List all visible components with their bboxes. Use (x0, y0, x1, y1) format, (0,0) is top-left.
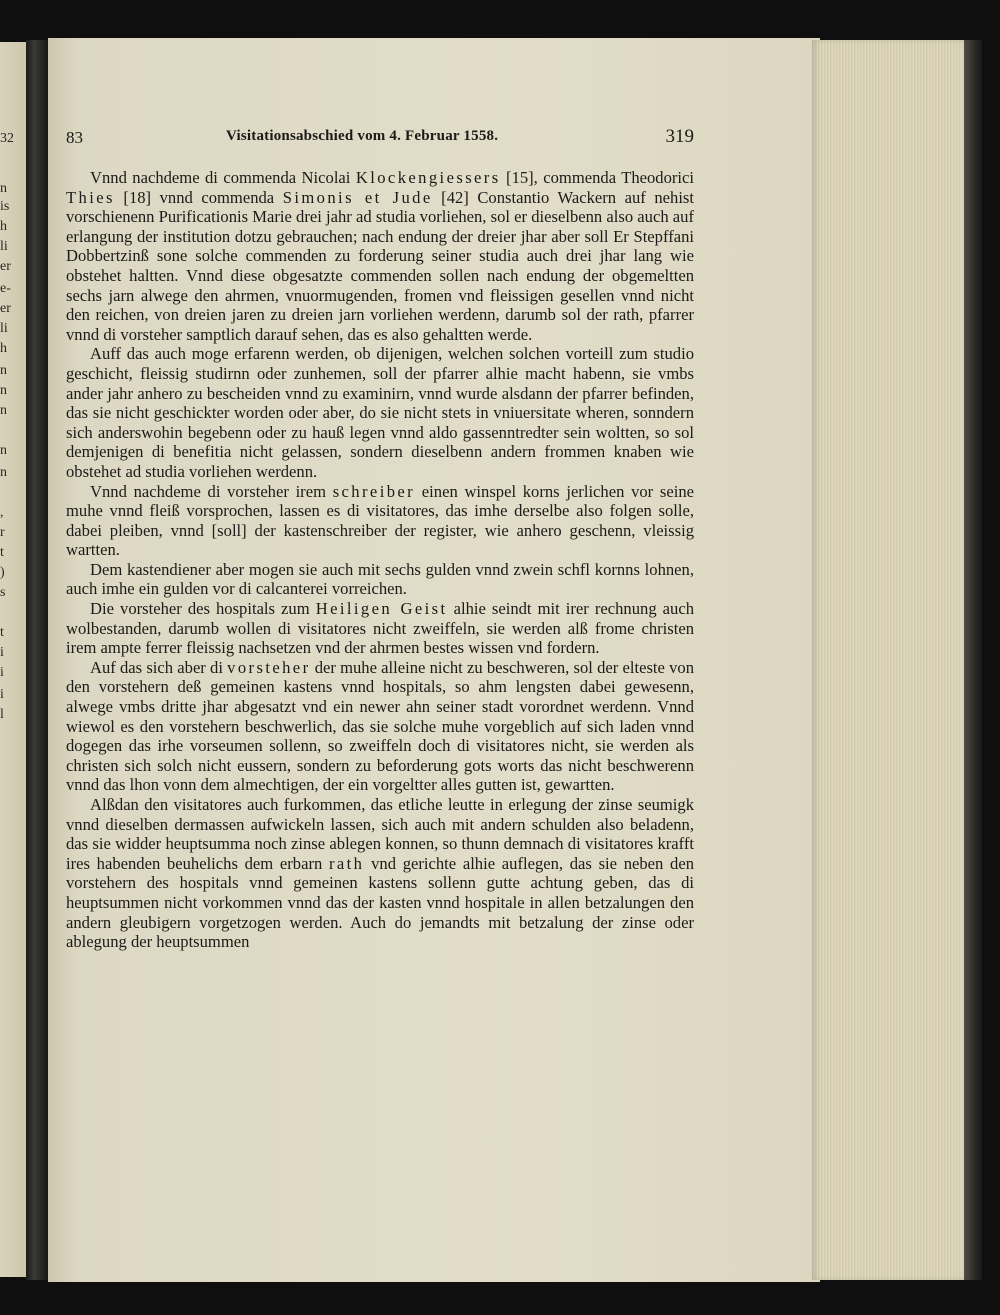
running-title: Visitationsabschied vom 4. Februar 1558. (226, 128, 499, 144)
text-run: alhie seindt mit irer rechnung auch wolbestanden, darumb wollen di visitatores nicht zweiffeln, sie werden alß frome christen irem ampte ferrer fleissig nachsetzen vnd der ahrmen bestes wissen vnd fordern. (66, 599, 694, 658)
text-run: Vnnd nachdeme di vorsteher irem (90, 481, 333, 501)
previous-page-fragment: n (0, 383, 7, 398)
body-text (66, 168, 694, 952)
text-run: Alßdan den visitatores auch furkommen, das etliche leutte in erlegung der zinse seumigk vnnd dieselben dermassen aufwickeln lassen, sich auch mit andern schulden also beladenn, das sie widder heuptsumma noch zinse ablegen konnen, so thunn demnach di visitatores krafft ires habenden beuhelichs dem erbarn (66, 795, 694, 873)
text-run: [18] vnnd commenda (114, 187, 283, 207)
paragraph (66, 482, 694, 560)
previous-page-fragment: is (0, 199, 10, 214)
previous-page-fragment: r (0, 525, 5, 540)
previous-page-fragment: ) (0, 565, 5, 580)
spaced-emphasis-text: Klockengiessers (355, 168, 501, 187)
paragraph (66, 795, 694, 952)
paragraph (66, 560, 694, 599)
previous-page-fragment: er (0, 301, 11, 316)
page-stack-edge (812, 40, 968, 1280)
spaced-emphasis-text: Simonis et Jude (282, 187, 433, 207)
previous-page-fragment: n (0, 363, 7, 378)
previous-page-fragment: n (0, 465, 7, 480)
spaced-emphasis-text: schreiber (332, 481, 416, 501)
text-run: Dem kastendiener aber mogen sie auch mit sechs gulden vnnd zwein schfl kornns lohnen, auch imhe ein gulden vor di calcanterei vorreichen. (66, 559, 694, 599)
paragraph (66, 344, 694, 481)
running-header (66, 128, 694, 150)
paragraph (66, 658, 694, 795)
previous-page-fragment: n (0, 403, 7, 418)
spaced-emphasis-text: rath (328, 853, 365, 873)
previous-page-fragment: t (0, 625, 4, 640)
text-run: [42] Constantio Wackern auf nehist vorschienenn Purificationis Marie drei jahr ad studia vorliehen, sol er dieselbenn also auch auf erlangung der institution dotzu gebrauchen; nach endung der dreier jhar aber soll Er Stepffani Dobbertzinß sone solche commenden zu forderung seiner studia auch drei jhar lang wie obstehet haltten. Vnnd diese obgesatzte commenden sollen nach endung der obgemeltten sechs jarn alwege den ahrmen, vnuormugenden, fromen vnd fleissigen gesellen vnnd nicht den reichen, von dreien jaren zu dreien jarn vorliehen werdenn, darumb sol der rath, pfarrer vnnd di vorsteher samptlich darauf sehen, das es also gehaltten werde. (66, 187, 694, 344)
previous-page-fragment: er (0, 259, 11, 274)
previous-page-fragment: s (0, 585, 6, 600)
text-run: Die vorsteher des hospitals zum (90, 599, 316, 619)
previous-page-fragment: 32 (0, 131, 14, 146)
text-run: Auf das sich aber di (90, 657, 228, 677)
spaced-emphasis-text: vorsteher (227, 657, 311, 677)
paragraph (66, 168, 694, 344)
previous-page-fragment: h (0, 341, 7, 356)
previous-page-fragment: i (0, 687, 4, 702)
previous-page-fragment: n (0, 181, 7, 196)
previous-page-fragment: t (0, 545, 4, 560)
previous-page-fragment: li (0, 321, 8, 336)
previous-page-fragment: l (0, 707, 4, 722)
book-spine-shadow (26, 40, 50, 1280)
text-run: [15], commenda Theodorici (500, 168, 694, 187)
text-run: Vnnd nachdeme di commenda Nicolai (90, 168, 356, 187)
spaced-emphasis-text: Thies (66, 187, 115, 207)
text-run: vnd gerichte alhie auflegen, das sie neben den vorstehern des hospitals vnnd gemeinen kastens sollenn gutte achtung geben, das di heuptsummen nicht vorkommen vnnd das der kasten vnnd hospitale in allen betzalungen den andern gleubigern vorgetzogen werden. Auch do jemandts mit betzalung der zinse oder ablegung der heuptsummen (66, 853, 695, 952)
book-cover-edge (964, 40, 982, 1280)
paragraph (66, 599, 694, 658)
previous-page-fragment: li (0, 239, 8, 254)
previous-page-fragment: e- (0, 281, 11, 296)
text-run: der muhe alleine nicht zu beschweren, sol der elteste von den vorstehern deß gemeinen kastens vnnd hospitals, so ahm lengsten dabei gewesenn, alwege vmbs dritte jhar abgesatzt vnd ein newer ahn seiner stadt vorordnet werdenn. Vnnd wiewol es den vorstehern beschwerlich, das sie solche muhe vorgeblich auf sich laden vnnd dogegen das irhe vorseumen sollenn, so zweiffeln doch di visitatores nicht, sie werden als christen sich solch nicht eussern, sondern zu beforderung gots worts das nicht beschwerenn vnnd das lhon vonn dem almechtigen, der ein vorgeltter alles gutten ist, gewartten. (66, 657, 694, 795)
page-number: 319 (665, 126, 694, 147)
spaced-emphasis-text: Heiligen Geist (315, 599, 448, 619)
previous-page-fragment: , (0, 505, 4, 520)
section-number: 83 (66, 128, 83, 147)
previous-page-fragment: h (0, 219, 7, 234)
previous-page-fragment: i (0, 645, 4, 660)
text-run: Auff das auch moge erfarenn werden, ob dijenigen, welchen solchen vorteill zum studio geschicht, fleissig studirnn oder zunhemen, soll der pfarrer alhie macht habenn, sie vmbs ander jahr anhero zu bescheiden vnnd zu examinirn, vnnd wurde alsdann der pfarrer befinden, das sie nicht geschickter worden oder aber, do sie nicht stets in vniuersitate wheren, sonndern sich anderswohin begebenn oder zu hauß legen vnnd aldo gassenntredter sein woltten, so sol demjenigen di benefitia nicht gelassen, sondern dieselbenn andern frommen knaben wie obstehet ad studia vorliehen werdenn. (66, 344, 694, 481)
text-run: einen winspel korns jerlichen vor seine muhe vnnd fleiß vorsprochen, lassen es di visitatores, das imhe derselbe also folgen solle, dabei pleiben, vnnd [soll] der kastenschreiber der register, wie anhero geschenn, vleissig wartten. (66, 481, 694, 560)
previous-page-fragment: n (0, 443, 7, 458)
previous-page-fragment: i (0, 665, 4, 680)
